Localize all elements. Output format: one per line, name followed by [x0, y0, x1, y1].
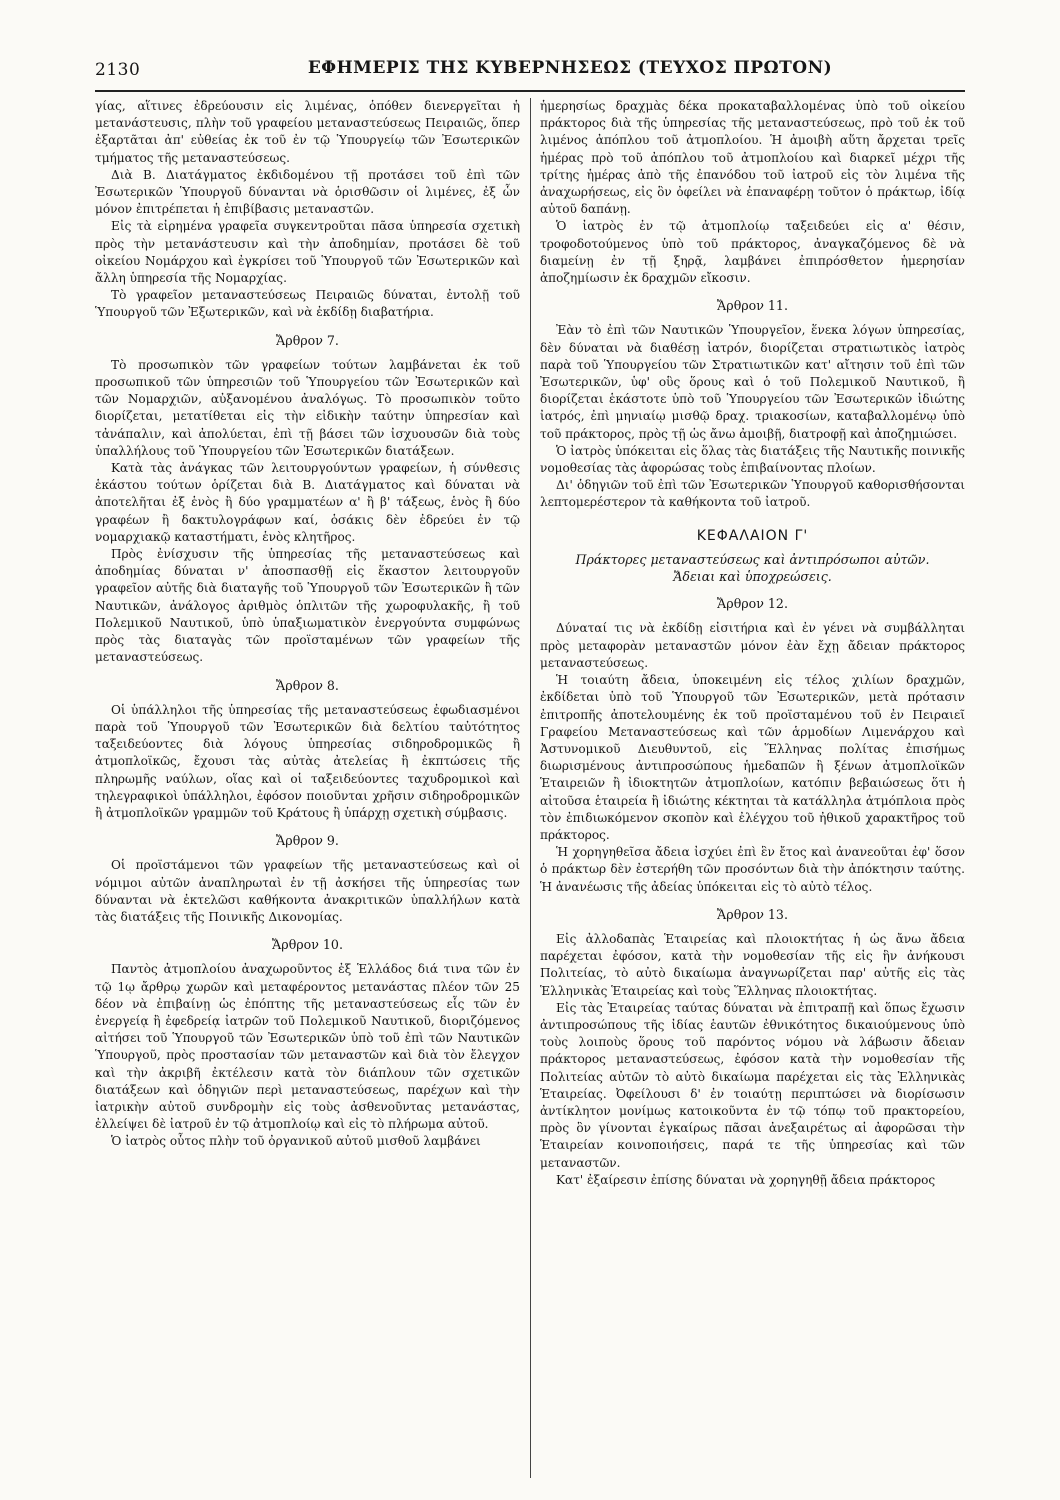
paragraph: Ὁ ἰατρὸς ὑπόκειται εἰς ὅλας τὰς διατάξεις τῆς Ναυτικῆς ποινικῆς νομοθεσίας τὰς ἀφορώσας τοὺς ἐπιβαίνοντας πλοίων.	[540, 443, 965, 476]
running-title: ΕΦΗΜΕΡΙΣ ΤΗΣ ΚΥΒΕΡΝΗΣΕΩΣ (ΤΕΥΧΟΣ ΠΡΩΤΟΝ)	[307, 58, 833, 78]
paragraph: Ὁ ἰατρὸς οὗτος πλὴν τοῦ ὀργανικοῦ αὐτοῦ μισθοῦ λαμβάνει	[111, 1134, 481, 1149]
paragraph: Εἰς τὰς Ἑταιρείας ταύτας δύναται νὰ ἐπιτραπῇ καὶ ὅπως ἔχωσιν ἀντιπροσώπους τῆς ἰδίας ἑαυτῶν ἐθνικότητος δικαιούμενους ὑπὸ τοὺς λοιποὺς ὅρους τοῦ παρόντος νόμου νὰ λάβωσιν ἄδειαν πράκτορος μεταναστεύσεως, ἐφόσον κατὰ τὴν νομοθεσίαν τῆς Πολιτείας αὐτῶν τὸ αὐτὸ δικαίωμα παρέχεται εἰς τὰς Ἑλληνικὰς Ἑταιρείας. Ὀφείλουσι δ' ἐν τοιαύτῃ περιπτώσει νὰ διορίσωσιν ἀντίκλητον μονίμως κατοικοῦντα ἐν τῷ τόπῳ τοῦ πρακτορείου, πρὸς ὃν γίνονται ἐγκαίρως πᾶσαι ἀνεξαιρέτως αἱ ἀφορῶσαι τὴν Ἑταιρείαν κοινοποιήσεις, παρά τε τῆς ὑπηρεσίας καὶ τῶν μεταναστῶν.	[540, 1000, 965, 1170]
paragraph: Κατ' ἐξαίρεσιν ἐπίσης δύναται νὰ χορηγηθῇ ἄδεια πράκτορος	[556, 1172, 936, 1187]
column-divider	[530, 98, 531, 1478]
paragraph: Τὸ γραφεῖον μεταναστεύσεως Πειραιῶς δύναται, ἐντολῇ τοῦ Ὑπουργοῦ τῶν Ἐξωτερικῶν, καὶ νὰ ἐκδίδῃ διαβατήρια.	[95, 288, 520, 320]
paragraph: Οἱ ὑπάλληλοι τῆς ὑπηρεσίας τῆς μεταναστεύσεως ἐφωδιασμένοι παρὰ τοῦ Ὑπουργοῦ τῶν Ἐσωτερικῶν διὰ δελτίου ταὐτότητος ταξειδεύοντες διὰ λόγους ὑπηρεσίας σιδηροδρομικῶς ἢ ἀτμοπλοϊκῶς, ἔχουσι τὰς αὐτὰς ἀτελείας ἢ ἐκπτώσεις τῆς πληρωμῆς ναύλων, οἵας καὶ οἱ ταξειδεύοντες ταχυδρομικοὶ καὶ τηλεγραφικοὶ ὑπάλληλοι, ἐφόσον ποιοῦνται χρῆσιν σιδηροδρομικῶν ἢ ἀτμοπλοϊκῶν γραμμῶν τοῦ Κράτους ἢ ὑπάρχῃ σχετικὴ σύμβασις.	[95, 702, 520, 820]
article-heading-8: Ἄρθρον 8.	[276, 677, 339, 693]
paragraph: Τὸ προσωπικὸν τῶν γραφείων τούτων λαμβάνεται ἐκ τοῦ προσωπικοῦ τῶν ὑπηρεσιῶν τοῦ Ὑπουργείου τῶν Ἐσωτερικῶν καὶ τῶν Νομαρχιῶν, αὐξανομένου ἀναλόγως. Τὸ προσωπικὸν τοῦτο διορίζεται, μετατίθεται εἰς τὴν εἰδικὴν ταύτην ὑπηρεσίαν καὶ τἀνάπαλιν, καὶ ἀπολύεται, ἐπὶ τῇ βάσει τῶν ἰσχυουσῶν διὰ τοὺς ὑπαλλήλους τοῦ Ὑπουργείου τῶν Ἐσωτερικῶν διατάξεων.	[95, 357, 520, 458]
paragraph: Εἰς ἀλλοδαπὰς Ἑταιρείας καὶ πλοιοκτήτας ἡ ὡς ἄνω ἄδεια παρέχεται ἐφόσον, κατὰ τὴν νομοθεσίαν τῆς εἰς ἣν ἀνήκουσι Πολιτείας, τὸ αὐτὸ δικαίωμα ἀναγνωρίζεται παρ' αὐτῆς εἰς τὰς Ἑλληνικὰς Ἑταιρείας καὶ τοὺς Ἕλληνας πλοιοκτήτας.	[540, 931, 965, 998]
right-column	[540, 98, 965, 1478]
paragraph: Ἐὰν τὸ ἐπὶ τῶν Ναυτικῶν Ὑπουργεῖον, ἕνεκα λόγων ὑπηρεσίας, δὲν δύναται νὰ διαθέσῃ ἰατρόν, διορίζεται στρατιωτικὸς ἰατρὸς παρὰ τοῦ Ὑπουργείου τῶν Στρατιωτικῶν κατ' αἴτησιν τοῦ ἐπὶ τῶν Ἐσωτερικῶν, ὑφ' οὓς ὅρους καὶ ὁ τοῦ Πολεμικοῦ Ναυτικοῦ, ἢ διορίζεται ἑκάστοτε ὑπὸ τοῦ Ὑπουργείου τῶν Ἐσωτερικῶν ἰδιώτης ἰατρός, ἐπὶ μηνιαίῳ μισθῷ δραχ. τριακοσίων, καταβαλλομένῳ ὑπὸ τοῦ πράκτορος, πρὸς τῇ ὡς ἄνω ἀμοιβῇ, διατροφῇ καὶ ἀποζημιώσει.	[540, 323, 965, 441]
paragraph: Ἡ χορηγηθεῖσα ἄδεια ἰσχύει ἐπὶ ἓν ἔτος καὶ ἀνανεοῦται ἐφ' ὅσον ὁ πράκτωρ δὲν ἐστερήθη τῶν προσόντων διὰ τὴν ἀπόκτησιν ταύτης. Ἡ ἀνανέωσις τῆς ἀδείας ὑπόκειται εἰς τὸ αὐτὸ τέλος.	[540, 845, 965, 894]
article-heading-7: Ἄρθρον 7.	[276, 332, 339, 348]
page-number: 2130	[95, 60, 141, 80]
paragraph: Παντὸς ἀτμοπλοίου ἀναχωροῦντος ἐξ Ἑλλάδος διά τινα τῶν ἐν τῷ 1ῳ ἄρθρῳ χωρῶν καὶ μεταφέροντος μετανάστας πλέον τῶν 25 δέον νὰ ἐπιβαίνῃ ὡς ἐπόπτης τῆς μεταναστεύσεως εἷς τῶν ἐν ἐνεργείᾳ ἢ ἐφεδρείᾳ ἰατρῶν τοῦ Πολεμικοῦ Ναυτικοῦ, διοριζόμενος αἰτήσει τοῦ Ὑπουργοῦ τῶν Ἐσωτερικῶν ὑπὸ τοῦ ἐπὶ τῶν Ναυτικῶν Ὑπουργοῦ, πρὸς προστασίαν τῶν μεταναστῶν καὶ διὰ τὸν ἔλεγχον καὶ τὴν ἀκριβῆ ἐκτέλεσιν κατὰ τὸν διάπλουν τῶν σχετικῶν διατάξεων καὶ ὁδηγιῶν περὶ μεταναστεύσεως, παρέχων καὶ τὴν ἰατρικὴν αὐτοῦ συνδρομὴν εἰς τοὺς ἀσθενοῦντας μετανάστας, ἐλλείψει δὲ ἰατροῦ ἐν τῷ ἀτμοπλοίῳ καὶ εἰς τὸ πλήρωμα αὐτοῦ.	[95, 962, 520, 1132]
paragraph: Δύναταί τις νὰ ἐκδίδῃ εἰσιτήρια καὶ ἐν γένει νὰ συμβάλληται πρὸς μεταφορὰν μεταναστῶν μόνον ἐὰν ἔχῃ ἄδειαν πράκτορος μεταναστεύσεως.	[540, 621, 965, 670]
paragraph: Ἡ τοιαύτη ἄδεια, ὑποκειμένη εἰς τέλος χιλίων δραχμῶν, ἐκδίδεται ὑπὸ τοῦ Ὑπουργοῦ τῶν Ἐσωτερικῶν, μετὰ πρότασιν ἐπιτροπῆς ἀποτελουμένης ἐκ τοῦ προϊσταμένου τοῦ ἐν Πειραιεῖ Γραφείου Μεταναστεύσεως καὶ τῶν ἁρμοδίων Λιμενάρχου καὶ Ἀστυνομικοῦ Διευθυντοῦ, εἰς Ἕλληνας πολίτας ἐπισήμως διωρισμένους ἀντιπροσώπους ἡμεδαπῶν ἢ ξένων ἀτμοπλοϊκῶν Ἑταιρειῶν ἢ ἰδιοκτητῶν ἀτμοπλοίων, κατόπιν βεβαιώσεως ὅτι ἡ αἰτοῦσα ἑταιρεία ἢ ἰδιώτης κέκτηται τὰ κατάλληλα ἀτμόπλοια πρὸς τὸν ἐπιδιωκόμενον σκοπὸν καὶ ἐλέγχου τοῦ ἠθικοῦ χαρακτῆρος τοῦ πράκτορος.	[540, 673, 965, 842]
paragraph: Δι' ὁδηγιῶν τοῦ ἐπὶ τῶν Ἐσωτερικῶν Ὑπουργοῦ καθορισθήσονται λεπτομερέστερον τὰ καθήκοντα τοῦ ἰατροῦ.	[540, 478, 965, 510]
header-rule	[95, 90, 965, 92]
paragraph: Πρὸς ἐνίσχυσιν τῆς ὑπηρεσίας τῆς μεταναστεύσεως καὶ ἀποδημίας δύναται ν' ἀποσπασθῇ εἰς ἕκαστον λειτουργοῦν γραφεῖον αὐτῆς διὰ διαταγῆς τοῦ Ὑπουργοῦ τῶν Ἐσωτερικῶν ἢ τῶν Ναυτικῶν, ἀνάλογος ἀριθμὸς ὁπλιτῶν τῆς χωροφυλακῆς, ἢ τοῦ Πολεμικοῦ Ναυτικοῦ, ὑπὸ ὑπαξιωματικὸν ἐνεργούντα συμφώνως πρὸς τὰς διαταγὰς τῶν προϊσταμένων τῶν γραφείων τῆς μεταναστεύσεως.	[95, 547, 520, 665]
paragraph: γίας, αἵτινες ἐδρεύουσιν εἰς λιμένας, ὁπόθεν διενεργεῖται ἡ μετανάστευσις, πλὴν τοῦ γραφείου μεταναστεύσεως Πειραιῶς, ὅπερ ἐξαρτᾶται ἀπ' εὐθείας ἐκ τοῦ ἐν τῷ Ὑπουργείῳ τῶν Ἐσωτερικῶν τμήματος τῆς μεταναστεύσεως.	[95, 99, 520, 165]
page-header	[95, 58, 965, 86]
article-heading-12: Ἄρθρον 12.	[717, 596, 788, 612]
chapter-subtitle: Ἄδειαι καὶ ὑποχρεώσεις.	[673, 569, 832, 585]
article-heading-13: Ἄρθρον 13.	[717, 906, 788, 922]
paragraph: ἡμερησίως δραχμὰς δέκα προκαταβαλλομένας ὑπὸ τοῦ οἰκείου πράκτορος διὰ τῆς ὑπηρεσίας τῆς μεταναστεύσεως, πρὸ τοῦ ἐκ τοῦ λιμένος ἀπόπλου τοῦ ἀτμοπλοίου. Ἡ ἀμοιβὴ αὕτη ἄρχεται τρεῖς ἡμέρας πρὸ τοῦ ἀπόπλου τοῦ ἀτμοπλοίου καὶ διαρκεῖ μέχρι τῆς τρίτης ἡμέρας ἀπὸ τῆς ἐπανόδου τοῦ ἰατροῦ εἰς τὸν λιμένα τῆς ἀναχωρήσεως, εἰς ὃν ὀφείλει νὰ ἐπαναφέρῃ τοῦτον ὁ πράκτωρ, ἰδίᾳ αὐτοῦ δαπάνῃ.	[540, 99, 965, 217]
left-column	[95, 98, 520, 1478]
chapter-subtitle: Πράκτορες μεταναστεύσεως καὶ ἀντιπρόσωποι αὐτῶν.	[575, 551, 930, 567]
article-heading-10: Ἄρθρον 10.	[272, 937, 343, 953]
paragraph: Ὁ ἰατρὸς ἐν τῷ ἀτμοπλοίῳ ταξειδεύει εἰς α' θέσιν, τροφοδοτούμενος ὑπὸ τοῦ πράκτορος, ἀναγκαζόμενος δὲ νὰ διαμείνῃ ἐν τῇ ξηρᾷ, λαμβάνει ἐπιπρόσθετον ἡμερησίαν ἀποζημίωσιν ἐκ δραχμῶν εἴκοσιν.	[540, 219, 965, 286]
paragraph: Οἱ προϊστάμενοι τῶν γραφείων τῆς μεταναστεύσεως καὶ οἱ νόμιμοι αὐτῶν ἀναπληρωταὶ ἐν τῇ ἀσκήσει τῆς ὑπηρεσίας των δύνανται νὰ ἐκτελῶσι καθήκοντα ἀνακριτικῶν ὑπαλλήλων κατὰ τὰς διατάξεις τῆς Ποινικῆς Δικονομίας.	[95, 858, 520, 924]
paragraph: Κατὰ τὰς ἀνάγκας τῶν λειτουργούντων γραφείων, ἡ σύνθεσις ἑκάστου τούτων ὁρίζεται διὰ Β. Διατάγματος καὶ δύναται νὰ ἀποτελῆται ἐξ ἑνὸς ἢ δύο γραμματέων α' ἢ β' τάξεως, ἑνὸς ἢ δύο γραφέων ἢ δακτυλογράφων καί, ὁσάκις δὲν ἐδρεύει ἐν τῷ νομαρχιακῷ καταστήματι, ἑνὸς κλητῆρος.	[95, 461, 520, 544]
paragraph: Εἰς τὰ εἰρημένα γραφεῖα συγκεντροῦται πᾶσα ὑπηρεσία σχετικὴ πρὸς τὴν μετανάστευσιν καὶ τὴν ἀποδημίαν, προτάσει δὲ τοῦ οἰκείου Νομάρχου καὶ ἐγκρίσει τοῦ Ὑπουργοῦ τῶν Ἐσωτερικῶν καὶ ἄλλη ὑπηρεσία τῆς Νομαρχίας.	[95, 219, 520, 286]
paragraph: Διὰ Β. Διατάγματος ἐκδιδομένου τῇ προτάσει τοῦ ἐπὶ τῶν Ἐσωτερικῶν Ὑπουργοῦ δύνανται νὰ ὁρισθῶσιν οἱ λιμένες, ἐξ ὧν μόνον ἐπιτρέπεται ἡ ἐπιβίβασις μεταναστῶν.	[95, 167, 520, 217]
article-heading-9: Ἄρθρον 9.	[276, 833, 339, 849]
article-heading-11: Ἄρθρον 11.	[717, 298, 788, 314]
chapter-heading: ΚΕΦΑΛΑΙΟΝ Γ'	[696, 527, 809, 544]
